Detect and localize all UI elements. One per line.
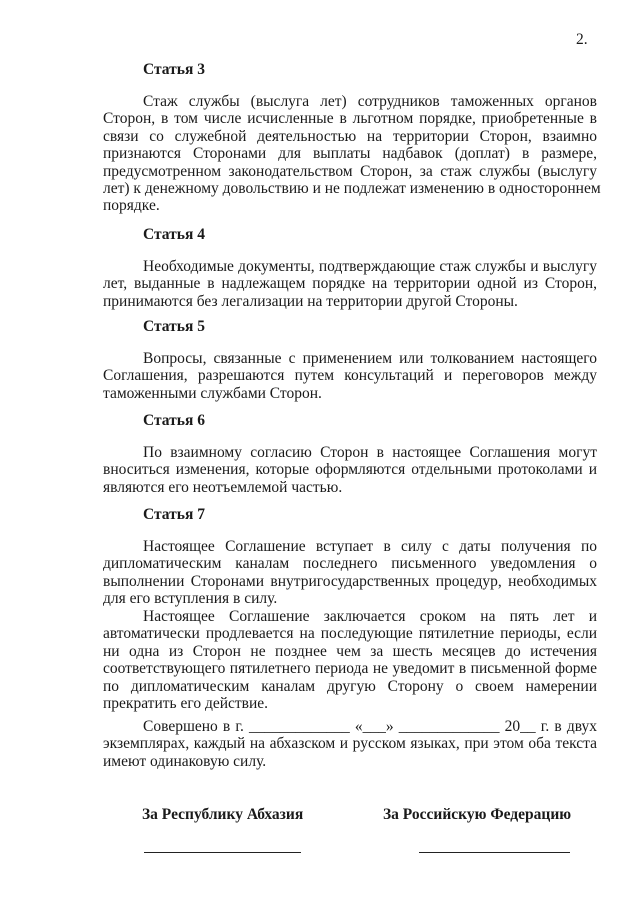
text-line: Настоящее Соглашение вступает в силу с даты получения по <box>143 538 597 555</box>
text-line: прекратить его действие. <box>103 695 269 713</box>
text-line: По взаимному согласию Сторон в настоящее Соглашения могут <box>143 444 597 461</box>
signature-label-abkhazia: За Республику Абхазия <box>142 806 304 823</box>
text-line: признаются Сторонами для выплаты надбавок (доплат) в размере, <box>103 145 597 163</box>
text-line: соответствующего пятилетнего периода не уведомит в письменной форме <box>103 660 597 678</box>
text-line: Настоящее Соглашение заключается сроком на пять лет и <box>143 608 597 625</box>
text-line: порядке. <box>103 197 160 215</box>
closing-text <box>103 718 597 770</box>
article-7-text-1 <box>103 538 597 608</box>
article-4-text <box>103 258 597 310</box>
article-3-text <box>103 93 601 215</box>
text-line: лет, выданные в надлежащем порядке на территории одной из Сторон, <box>103 275 597 293</box>
text-line: по дипломатическим каналам другую Сторону о своем намерении <box>103 677 597 695</box>
text-line: Соглашения, разрешаются путем консультаций и переговоров между <box>103 367 597 385</box>
article-5-title: Статья 5 <box>143 318 205 335</box>
text-line: Сторон, в том числе исчисленные в льготном порядке, приобретенные в <box>103 110 597 128</box>
text-line: лет) к денежному довольствию и не подлежат изменению в одностороннем <box>103 180 601 198</box>
article-7-title: Статья 7 <box>143 506 205 523</box>
text-line: принимаются без легализации на территории другой Стороны. <box>103 292 518 310</box>
closing-line: Совершено в г. _____________ «___» _____________ 20__ г. в двух <box>143 718 597 735</box>
page-number: 2. <box>576 31 588 48</box>
text-line: ни одна из Сторон не позднее чем за шесть месяцев до истечения <box>103 642 597 660</box>
article-7-text-2 <box>103 608 597 712</box>
signature-line-abkhazia <box>144 852 301 853</box>
article-5-text <box>103 350 597 402</box>
text-line: предусмотренном законодательством Сторон, за стаж службы (выслугу <box>103 162 597 180</box>
article-6-title: Статья 6 <box>143 412 205 429</box>
signature-label-russia: За Российскую Федерацию <box>383 806 572 823</box>
text-line: связи со служебной деятельностью на территории Сторон, взаимно <box>103 127 597 145</box>
text-line: автоматически продлевается на последующие пятилетние периоды, если <box>103 625 597 643</box>
text-line: дипломатическим каналам последнего письменного уведомления о <box>103 555 597 573</box>
text-line: Необходимые документы, подтверждающие стаж службы и выслугу <box>143 258 597 275</box>
signature-line-russia <box>419 852 570 853</box>
closing-line: экземплярах, каждый на абхазском и русском языках, при этом оба текста <box>103 735 597 753</box>
article-6-text <box>103 444 597 496</box>
text-line: таможенными службами Сторон. <box>103 384 322 402</box>
closing-line: имеют одинаковую силу. <box>103 752 267 770</box>
text-line: для его вступления в силу. <box>103 590 278 608</box>
text-line: вноситься изменения, которые оформляются отдельными протоколами и <box>103 461 597 479</box>
article-4-title: Статья 4 <box>143 226 205 243</box>
text-line: являются его неотъемлемой частью. <box>103 478 343 496</box>
text-line: выполнении Сторонами внутригосударственных процедур, необходимых <box>103 572 597 590</box>
text-line: Вопросы, связанные с применением или толкованием настоящего <box>143 350 597 367</box>
text-line: Стаж службы (выслуга лет) сотрудников таможенных органов <box>143 93 597 110</box>
article-3-title: Статья 3 <box>143 61 205 78</box>
